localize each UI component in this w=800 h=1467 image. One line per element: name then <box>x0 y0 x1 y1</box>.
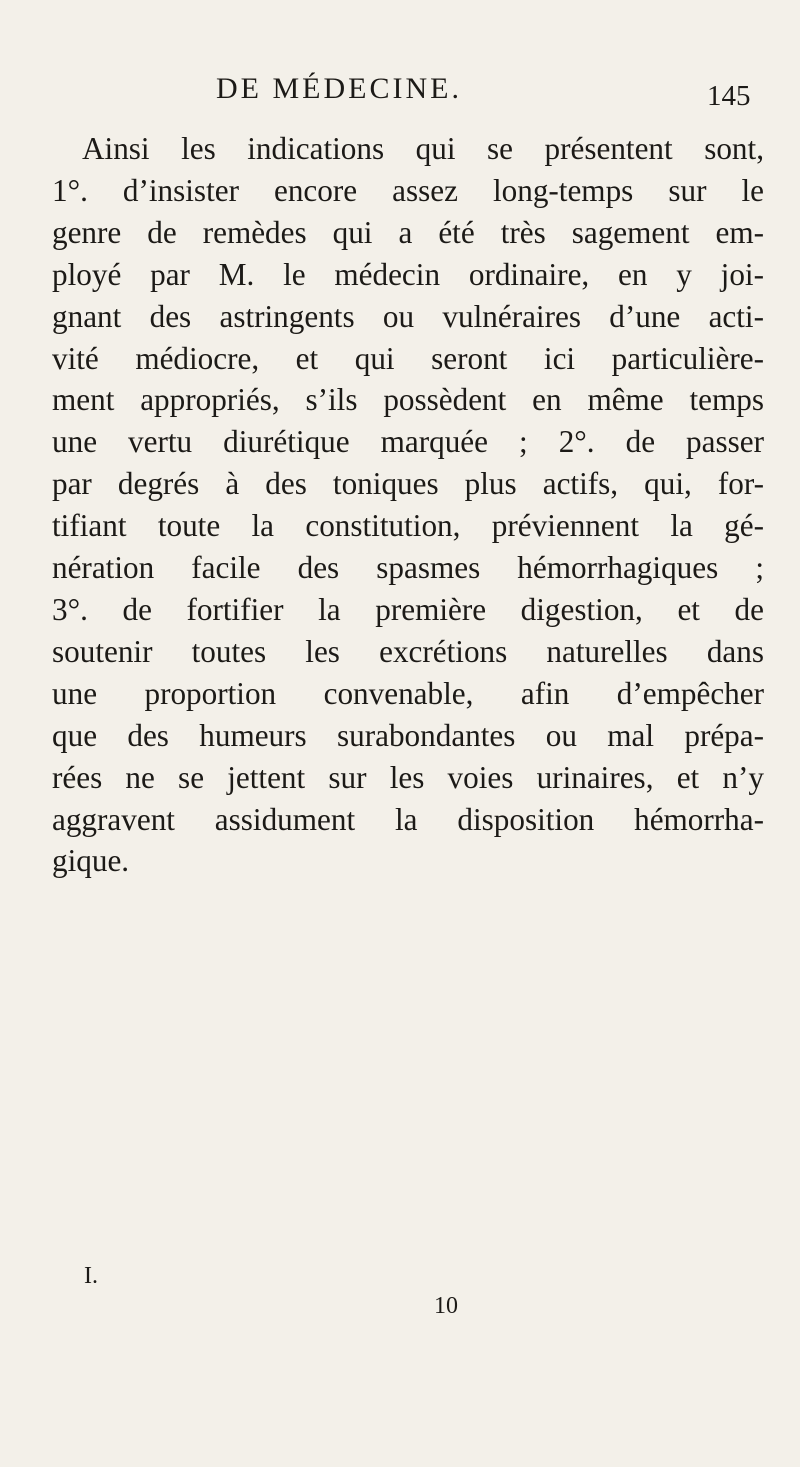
text-line: 3°. de fortifier la première digestion, et de <box>52 591 764 627</box>
text-line: soutenir toutes les excrétions naturelles dans <box>52 633 764 669</box>
text-line: vité médiocre, et qui seront ici particulière- <box>52 340 764 376</box>
gathering-number: 10 <box>434 1293 458 1319</box>
text-line: gique. <box>52 843 130 879</box>
text-line: que des humeurs surabondantes ou mal prépa- <box>52 717 764 753</box>
text-line: ment appropriés, s’ils possèdent en même temps <box>52 382 764 418</box>
signature-mark: I. <box>84 1263 98 1289</box>
text-line: 1°. d’insister encore assez long-temps sur le <box>52 172 764 208</box>
text-line: rées ne se jettent sur les voies urinaires, et n’y <box>52 759 764 795</box>
text-line: gnant des astringents ou vulnéraires d’une acti- <box>52 298 764 334</box>
running-head-title: DE MÉDECINE. <box>216 72 462 105</box>
text-line: tifiant toute la constitution, préviennent la gé- <box>52 508 764 544</box>
text-line: par degrés à des toniques plus actifs, qui, for- <box>52 466 764 502</box>
text-line: une vertu diurétique marquée ; 2°. de passer <box>52 424 764 460</box>
text-line: une proportion convenable, afin d’empêcher <box>52 675 764 711</box>
text-line: genre de remèdes qui a été très sagement em- <box>52 214 764 250</box>
body-paragraph <box>52 128 764 882</box>
page-number: 145 <box>707 80 751 112</box>
text-line: Ainsi les indications qui se présentent sont, <box>82 131 764 166</box>
text-line: ployé par M. le médecin ordinaire, en y joi- <box>52 256 764 292</box>
text-line: aggravent assidument la disposition hémorrha- <box>52 801 764 837</box>
text-line: nération facile des spasmes hémorrhagiques ; <box>52 550 764 586</box>
